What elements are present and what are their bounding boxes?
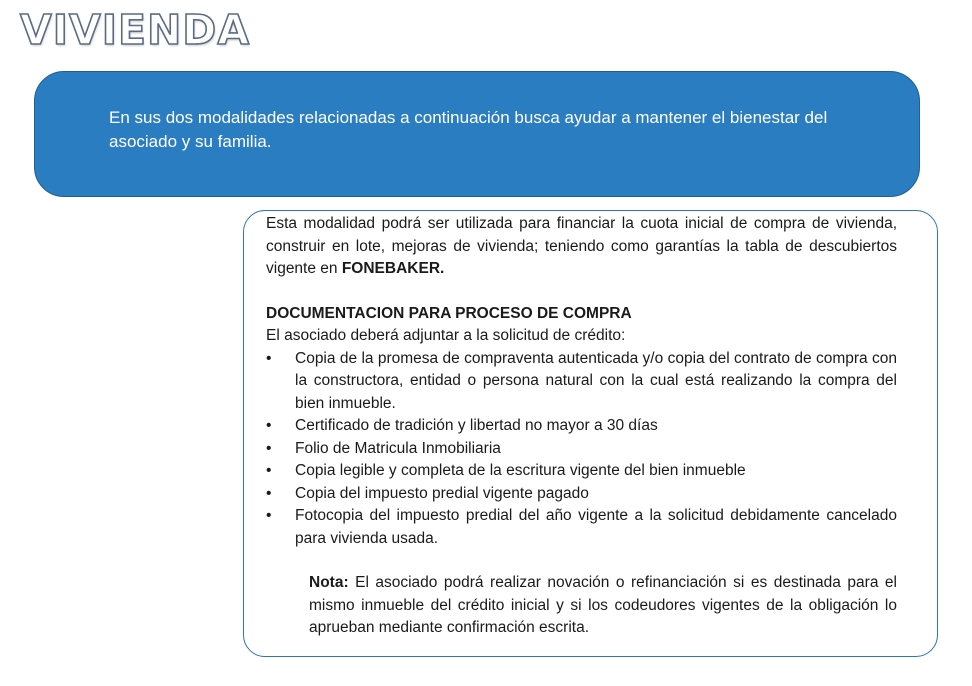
requirements-list xyxy=(266,348,897,551)
housing-detail-panel xyxy=(243,210,938,657)
bullet-icon: • xyxy=(266,507,272,524)
spacer xyxy=(266,281,897,303)
list-item-text: Folio de Matricula Inmobiliaria xyxy=(295,439,501,457)
list-item-text: Copia de la promesa de compraventa autenticada y/o copia del contrato de compra con la constructora, entidad o persona natural con la cual está realizando la compra del bien inmueble. xyxy=(295,349,897,412)
fund-name: FONEBAKER. xyxy=(341,260,445,277)
intro-banner xyxy=(34,71,920,197)
list-item-text: Copia del impuesto predial vigente pagado xyxy=(295,484,589,502)
bullet-icon: • xyxy=(266,462,272,479)
bullet-icon: • xyxy=(266,484,272,502)
list-item-text: Copia legible y completa de la escritura vigente del bien inmueble xyxy=(295,462,746,479)
list-item xyxy=(266,505,897,550)
bullet-icon: • xyxy=(266,417,272,434)
documentation-heading: DOCUMENTACION PARA PROCESO DE COMPRA xyxy=(266,304,632,322)
page-title: VIVIENDA xyxy=(20,6,251,54)
list-item xyxy=(266,415,897,438)
intro-text: En sus dos modalidades relacionadas a continuación busca ayudar a mantener el bienestar del asociado y su familia. xyxy=(109,108,828,151)
note-paragraph xyxy=(309,572,897,640)
bullet-icon: • xyxy=(266,439,272,457)
list-item xyxy=(266,348,897,416)
list-item-text: Fotocopia del impuesto predial del año vigente a la solicitud debidamente cancelado para vivienda usada. xyxy=(295,507,897,547)
note-text: El asociado podrá realizar novación o refinanciación si es destinada para el mismo inmueble del crédito inicial y si los codeudores vigentes de la obligación lo aprueban mediante confirmación escrita. xyxy=(309,574,897,636)
bullet-icon: • xyxy=(266,349,272,367)
documentation-intro: El asociado deberá adjuntar a la solicitud de crédito: xyxy=(266,327,626,344)
list-item xyxy=(266,460,897,483)
list-item-text: Certificado de tradición y libertad no mayor a 30 días xyxy=(295,417,658,434)
modality-description xyxy=(266,213,897,281)
list-item xyxy=(266,438,897,461)
modality-description-text: Esta modalidad podrá ser utilizada para financiar la cuota inicial de compra de vivienda, construir en lote, mejoras de vivienda; teniendo como garantías la tabla de descubiertos vigente en xyxy=(266,215,897,277)
note-label: Nota: xyxy=(309,574,349,591)
list-item xyxy=(266,483,897,506)
